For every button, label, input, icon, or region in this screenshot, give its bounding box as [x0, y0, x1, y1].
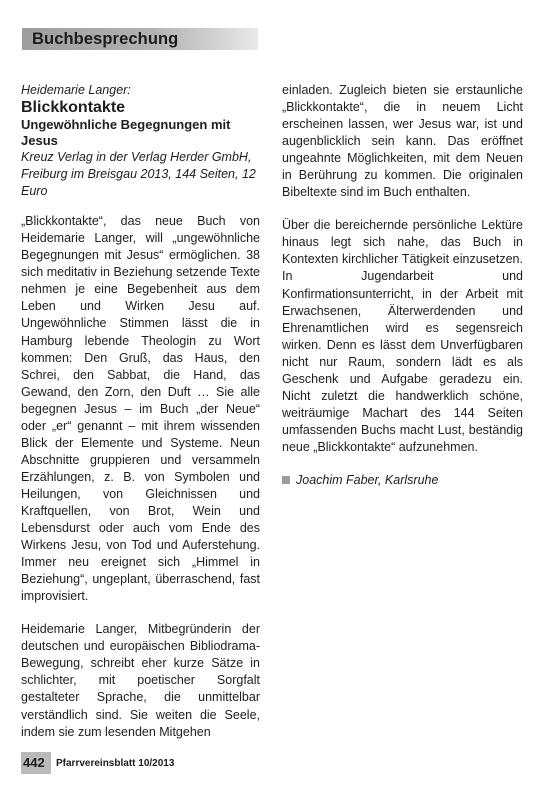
book-publisher-info: Kreuz Verlag in der Verlag Herder GmbH, Freiburg im Breisgau 2013, 144 Seiten, 12 Euro: [21, 150, 256, 199]
review-signature: [282, 472, 523, 489]
review-paragraph-1: „Blickkontakte“, das neue Buch von Heidemarie Langer, will „ungewöhnliche Begegnungen mit Jesus“ ermöglichen. 38 sich meditativ in Beziehung setzende Texte nehmen je eine Begebenheit aus dem Leben und Wirken Jesu auf. Ungewöhnliche Stimmen lässt die in Hamburg lebende Theologin zu Wort kommen: Den Gruß, das Haus, den Schrei, den Sabbat, die Hand, das Gewand, den Zorn, den Duft … Sie alle begegnen Jesus – im Buch „der Neue“ oder „er“ genannt – mit ihrem wissenden Blick der Elemente und Systeme. Neun Abschnitte gruppieren und versammeln Erzählungen, z. B. von Symbolen und Heilungen, von Gleichnissen und Kraftquellen, von Brot, Wein und Lebensdurst oder auch vom Ende des Wirkens Jesu, von Tod und Auferstehung. Immer neu ereignet sich „Himmel in Beziehung“, ungeplant, überraschend, fast improvisiert.: [21, 214, 260, 604]
book-author: Heidemarie Langer:: [21, 83, 131, 97]
review-paragraph-2-continued: einladen. Zugleich bieten sie erstaunliche „Blickkontakte“, die in neuem Licht erscheinen lassen, wer Jesus war, ist und augenblicklich sein kann. Das eröffnet ungeahnte Möglichkeiten, mit dem Neuen in Berührung zu kommen. Die originalen Bibeltexte sind im Buch enthalten.: [282, 83, 523, 200]
book-title: Blickkontakte: [21, 99, 126, 117]
left-column: [21, 82, 260, 757]
right-column: [282, 82, 523, 489]
book-subtitle: Ungewöhnliche Begegnungen mit Jesus: [21, 117, 231, 149]
bullet-square-icon: [282, 476, 290, 484]
signature-text: Joachim Faber, Karlsruhe: [296, 472, 439, 487]
page-number: 442: [23, 755, 45, 770]
section-title: Buchbesprechung: [32, 30, 179, 48]
review-paragraph-2: Heidemarie Langer, Mitbegründerin der deutschen und europäischen Bibliodrama-Bewegung, schreibt eher kurze Sätze in schlichter, mit poetischer Sorgfalt gestalteter Sprache, die unmittelbar verständlich sind. Sie weiten die Seele, indem sie zum lesenden Mitgehen: [21, 622, 260, 739]
review-paragraph-3: Über die bereichernde persönliche Lektüre hinaus legt sich nahe, das Buch in Kontexten kirchlicher Tätigkeit einzusetzen. In Jugendarbeit und Konfirmationsunterricht, in der Arbeit mit Erwachsenen, Älterwerdenden und Ehrenamtlichen wird es segensreich wirken. Denn es lässt dem Unverfügbaren nicht nur Raum, sondern lädt es als Geschenk und Aufgabe geradezu ein. Nicht zuletzt die handwerklich schöne, weiträumige Machart des 144 Seiten umfassenden Buchs macht Lust, beständig neue „Blickkontakte“ aufzunehmen.: [282, 218, 523, 454]
journal-issue: Pfarrvereinsblatt 10/2013: [56, 758, 175, 769]
